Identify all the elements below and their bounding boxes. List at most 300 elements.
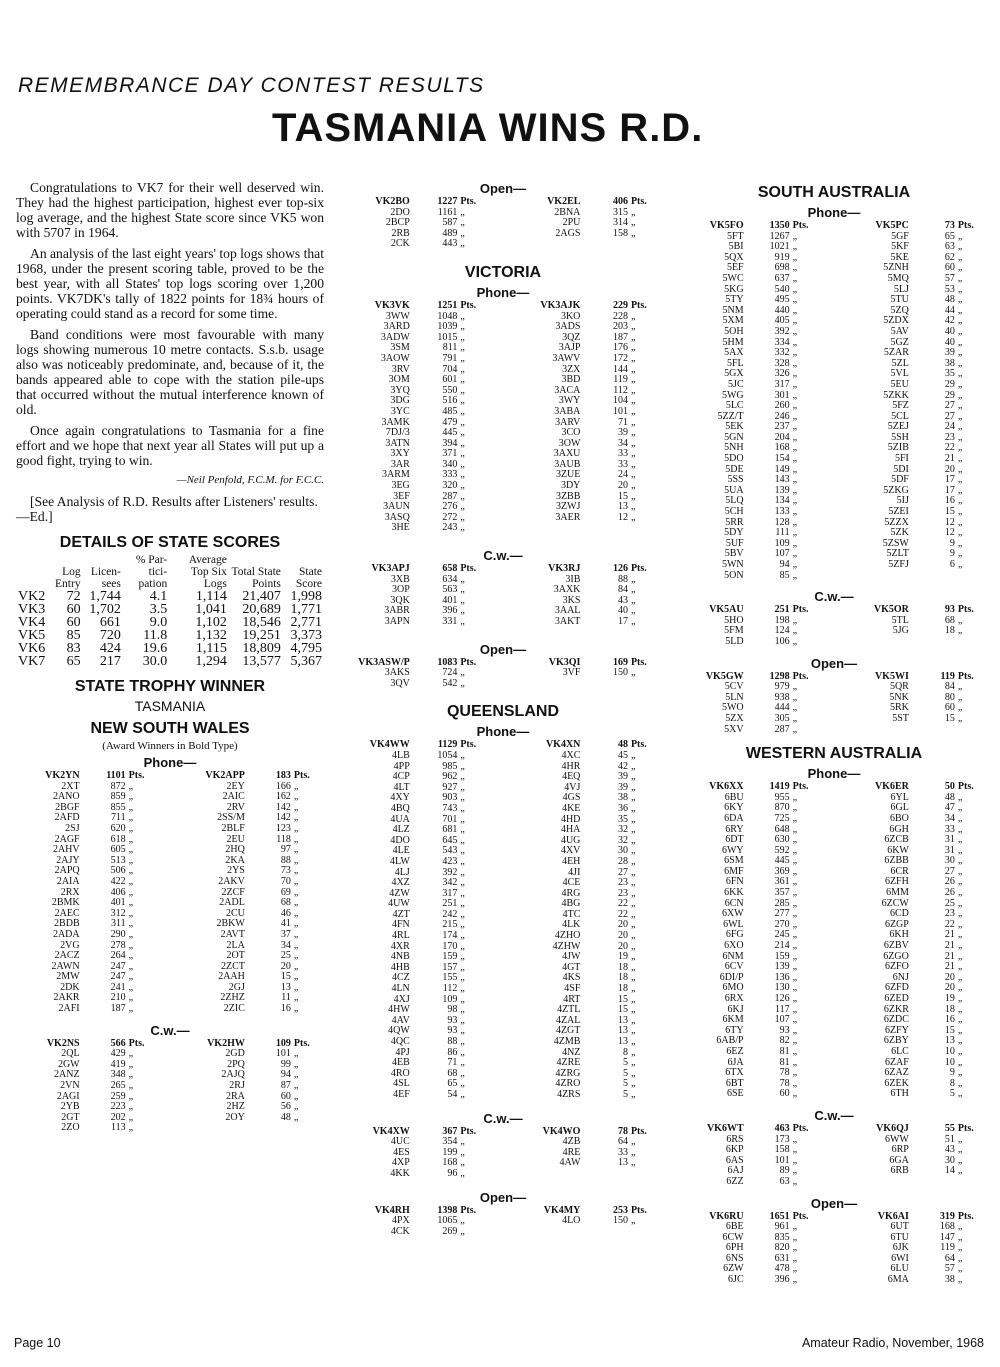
score: 43 bbox=[944, 1144, 955, 1156]
log-row bbox=[344, 815, 662, 826]
score: 139 bbox=[774, 484, 790, 496]
score: 112 bbox=[442, 983, 458, 995]
log-row bbox=[344, 617, 662, 628]
callsign: 3AJP bbox=[558, 342, 581, 354]
callsign: 6BU bbox=[724, 791, 744, 803]
unit: „ bbox=[792, 1024, 798, 1036]
unit: Pts. bbox=[957, 781, 974, 793]
unit: „ bbox=[630, 877, 636, 889]
score: 658 bbox=[442, 563, 458, 575]
scores-cell: 60 bbox=[66, 602, 81, 617]
callsign: VK2EL bbox=[547, 196, 581, 207]
score: 820 bbox=[774, 1242, 790, 1254]
unit: „ bbox=[957, 559, 963, 570]
callsign: 3BD bbox=[561, 374, 581, 386]
scores-cell: 1,115 bbox=[195, 641, 227, 656]
unit: „ bbox=[630, 1078, 636, 1090]
callsign: 2EY bbox=[226, 780, 245, 792]
log-row bbox=[680, 465, 988, 476]
callsign: 5ZK bbox=[890, 527, 909, 539]
callsign: 3ABR bbox=[384, 605, 410, 617]
scores-header: State Score bbox=[295, 566, 322, 590]
scores-cell: 1,102 bbox=[195, 615, 227, 630]
callsign: 3ADS bbox=[555, 321, 581, 333]
callsign: 5DI bbox=[893, 463, 909, 475]
callsign: 3ARM bbox=[382, 469, 410, 481]
unit: „ bbox=[630, 1136, 636, 1148]
unit: „ bbox=[630, 908, 636, 920]
unit: „ bbox=[293, 960, 299, 972]
score: 513 bbox=[110, 854, 126, 866]
unit: „ bbox=[460, 993, 465, 1005]
score: 159 bbox=[442, 951, 458, 963]
unit: „ bbox=[630, 1004, 636, 1016]
callsign: 6MM bbox=[886, 887, 909, 899]
log-row bbox=[344, 899, 662, 910]
callsign: 4KS bbox=[562, 972, 581, 984]
unit: „ bbox=[792, 635, 798, 647]
callsign: VK2HW bbox=[207, 1037, 245, 1049]
unit: „ bbox=[128, 1058, 134, 1070]
callsign: 2BKW bbox=[216, 918, 245, 930]
scores-cell: 1,294 bbox=[195, 654, 227, 669]
score: 48 bbox=[617, 739, 628, 751]
score: 20 bbox=[617, 480, 628, 492]
score: 506 bbox=[110, 865, 126, 877]
score: 5 bbox=[622, 1088, 628, 1100]
score: 955 bbox=[774, 791, 790, 803]
unit: „ bbox=[630, 1057, 636, 1069]
unit: „ bbox=[293, 907, 299, 919]
callsign: 4UW bbox=[388, 898, 410, 910]
log-row bbox=[680, 814, 988, 825]
callsign: 6ZCW bbox=[881, 897, 909, 909]
score: 26 bbox=[944, 876, 955, 888]
column-right bbox=[680, 178, 988, 1294]
score: 540 bbox=[774, 283, 790, 295]
callsign: 2RV bbox=[226, 801, 245, 813]
score: 25 bbox=[280, 950, 291, 962]
score bbox=[584, 679, 631, 690]
unit: „ bbox=[957, 1133, 963, 1145]
callsign: 3ZBB bbox=[555, 490, 581, 502]
callsign: 5ZZ/T bbox=[717, 410, 744, 422]
score: 119 bbox=[940, 670, 955, 682]
mode-heading: Phone— bbox=[476, 724, 530, 740]
unit: „ bbox=[957, 442, 963, 454]
score: 485 bbox=[442, 405, 458, 417]
unit: „ bbox=[792, 1077, 798, 1089]
score: 33 bbox=[944, 823, 955, 835]
unit: „ bbox=[630, 480, 636, 492]
callsign: 5CH bbox=[724, 506, 744, 518]
callsign: 6PH bbox=[725, 1242, 744, 1254]
scores-cell: 9.0 bbox=[149, 615, 168, 630]
callsign: 3QV bbox=[390, 677, 410, 689]
score: 13 bbox=[944, 1035, 955, 1047]
callsign: VK6WT bbox=[706, 1122, 744, 1134]
score: 55 bbox=[944, 1122, 955, 1134]
unit: „ bbox=[957, 357, 963, 369]
unit: „ bbox=[460, 898, 465, 910]
score: 1161 bbox=[437, 206, 458, 218]
callsign: 6YL bbox=[890, 791, 909, 803]
unit: „ bbox=[293, 812, 299, 824]
score: 311 bbox=[111, 918, 126, 930]
callsign bbox=[826, 571, 912, 582]
callsign: 2EU bbox=[226, 833, 245, 845]
score: 65 bbox=[447, 1078, 458, 1090]
unit: „ bbox=[792, 1221, 798, 1233]
callsign: 2AFD bbox=[54, 812, 80, 824]
log-row bbox=[680, 1264, 988, 1275]
unit: „ bbox=[792, 1175, 798, 1187]
callsign: 6LU bbox=[890, 1263, 909, 1275]
log-table-vic-open bbox=[344, 658, 662, 690]
unit: „ bbox=[957, 1144, 963, 1156]
score: 5 bbox=[622, 1057, 628, 1069]
unit: „ bbox=[630, 227, 636, 239]
scores-header: Log Entry bbox=[55, 566, 81, 590]
callsign: 3OM bbox=[388, 374, 410, 386]
score: 133 bbox=[774, 506, 790, 518]
mode-heading: C.w.— bbox=[483, 1110, 523, 1126]
unit: „ bbox=[957, 230, 963, 242]
callsign: 2AKR bbox=[53, 992, 80, 1004]
unit: Pts. bbox=[792, 1122, 809, 1134]
score: 123 bbox=[275, 822, 291, 834]
unit: „ bbox=[293, 950, 299, 962]
callsign: 6ZAZ bbox=[884, 1067, 909, 1079]
unit: „ bbox=[957, 400, 963, 412]
score: 332 bbox=[774, 347, 790, 359]
unit: Pts. bbox=[460, 563, 477, 575]
callsign: 4FN bbox=[392, 919, 410, 931]
score: 15 bbox=[617, 490, 628, 502]
log-row bbox=[680, 1177, 988, 1188]
score: 47 bbox=[944, 802, 955, 814]
log-row bbox=[344, 301, 662, 312]
unit: „ bbox=[792, 357, 798, 369]
score: 237 bbox=[774, 421, 790, 433]
score: 394 bbox=[442, 437, 458, 449]
score: 927 bbox=[442, 781, 458, 793]
unit: „ bbox=[957, 347, 963, 359]
unit: „ bbox=[957, 918, 963, 930]
callsign: 3OW bbox=[558, 437, 581, 449]
score: 392 bbox=[442, 866, 458, 878]
unit: „ bbox=[630, 395, 636, 407]
scores-cell: 18,546 bbox=[242, 615, 281, 630]
intro-paragraph: Congratulations to VK7 for their well deserved win. They had the highest participation, highest ever top-six log average, and the highest State score since VK5 won with 5707 in 1964. bbox=[16, 180, 324, 240]
score: 369 bbox=[774, 865, 790, 877]
unit: „ bbox=[630, 1215, 636, 1227]
unit: Pts. bbox=[128, 770, 145, 781]
callsign bbox=[162, 1123, 248, 1134]
callsign bbox=[495, 679, 584, 690]
score: 18 bbox=[617, 983, 628, 995]
scores-cell: 18,809 bbox=[242, 641, 281, 656]
callsign: 6JC bbox=[728, 1274, 744, 1286]
unit: „ bbox=[293, 844, 299, 856]
unit: „ bbox=[128, 854, 134, 866]
callsign: 2AJY bbox=[56, 854, 80, 866]
callsign: 5KG bbox=[724, 283, 744, 295]
callsign: 6CV bbox=[724, 961, 744, 973]
score: 1083 bbox=[437, 656, 458, 668]
callsign: 5TY bbox=[725, 294, 744, 306]
score: 1048 bbox=[437, 310, 458, 322]
unit: „ bbox=[460, 573, 465, 585]
unit: „ bbox=[630, 374, 636, 386]
unit: „ bbox=[792, 251, 798, 263]
callsign: 6RS bbox=[726, 1133, 744, 1145]
score: 42 bbox=[944, 315, 955, 327]
callsign: 6JA bbox=[727, 1056, 744, 1068]
callsign: 5WN bbox=[721, 559, 744, 570]
callsign: 2APQ bbox=[54, 865, 80, 877]
callsign: 5FT bbox=[726, 230, 744, 242]
callsign: 4VJ bbox=[564, 781, 581, 793]
callsign: 2RJ bbox=[229, 1080, 245, 1092]
callsign: 4CP bbox=[392, 771, 410, 783]
unit: „ bbox=[460, 594, 465, 606]
callsign: 6ZBV bbox=[883, 940, 909, 952]
score: 269 bbox=[442, 1225, 458, 1237]
unit: „ bbox=[460, 749, 465, 761]
score: 478 bbox=[774, 1263, 790, 1275]
unit: „ bbox=[792, 1242, 798, 1254]
unit: „ bbox=[293, 928, 299, 940]
callsign: 3YC bbox=[390, 405, 410, 417]
score: 48 bbox=[944, 294, 955, 306]
callsign: 6UT bbox=[890, 1221, 909, 1233]
unit: „ bbox=[293, 791, 299, 803]
score: 204 bbox=[774, 431, 790, 443]
score: 312 bbox=[110, 907, 126, 919]
callsign: 4GS bbox=[562, 792, 581, 804]
callsign: 5KE bbox=[890, 251, 909, 263]
callsign: 5NM bbox=[722, 304, 744, 316]
score: 961 bbox=[774, 1221, 790, 1233]
callsign: 5TL bbox=[891, 614, 909, 626]
score: 1350 bbox=[769, 220, 790, 231]
callsign: 4AV bbox=[391, 1014, 410, 1026]
score: 247 bbox=[110, 960, 126, 972]
score: 429 bbox=[110, 1048, 126, 1060]
callsign: 7DJ/3 bbox=[385, 427, 410, 439]
callsign: 4EH bbox=[562, 855, 581, 867]
score: 13 bbox=[280, 981, 291, 993]
score: 13 bbox=[617, 1014, 628, 1026]
unit: „ bbox=[630, 605, 636, 617]
log-row bbox=[680, 380, 988, 391]
unit: „ bbox=[460, 908, 465, 920]
callsign: 5DF bbox=[891, 474, 909, 486]
unit: „ bbox=[792, 1014, 798, 1026]
score: 495 bbox=[774, 294, 790, 306]
callsign: 3WW bbox=[385, 310, 410, 322]
score: 8 bbox=[622, 1046, 628, 1058]
score: 94 bbox=[280, 1069, 291, 1081]
callsign: 4RL bbox=[392, 930, 410, 942]
unit: „ bbox=[293, 981, 299, 993]
callsign: 4XP bbox=[392, 1157, 410, 1169]
score: 245 bbox=[774, 929, 790, 941]
callsign: 4KK bbox=[390, 1167, 410, 1179]
unit: „ bbox=[792, 378, 798, 390]
unit: „ bbox=[957, 1035, 963, 1047]
callsign: 6WY bbox=[721, 844, 744, 856]
score: 22 bbox=[617, 908, 628, 920]
score: 39 bbox=[617, 781, 628, 793]
score: 229 bbox=[612, 299, 628, 311]
unit: „ bbox=[957, 262, 963, 274]
unit: „ bbox=[293, 1080, 299, 1092]
log-row bbox=[344, 1169, 662, 1180]
score: 27 bbox=[617, 866, 628, 878]
unit: „ bbox=[792, 1274, 798, 1286]
unit: „ bbox=[630, 501, 636, 513]
callsign: 6ZFH bbox=[884, 876, 909, 888]
section-heading-sa: SOUTH AUSTRALIA bbox=[757, 184, 911, 201]
callsign: 4GT bbox=[562, 961, 581, 973]
unit: „ bbox=[792, 614, 798, 626]
callsign: 6RB bbox=[890, 1165, 909, 1177]
score: 1298 bbox=[769, 670, 790, 682]
log-table-nsw-phone bbox=[16, 771, 324, 1015]
unit: „ bbox=[792, 484, 798, 496]
callsign: 5ZL bbox=[891, 357, 909, 369]
score: 36 bbox=[617, 802, 628, 814]
score: 215 bbox=[442, 919, 458, 931]
unit: „ bbox=[957, 537, 963, 549]
callsign: 3AAL bbox=[554, 605, 581, 617]
score: 30 bbox=[944, 855, 955, 867]
score: 27 bbox=[944, 410, 955, 422]
unit: „ bbox=[128, 981, 134, 993]
score: 320 bbox=[442, 480, 458, 492]
section-heading-nsw: NEW SOUTH WALES bbox=[90, 720, 250, 737]
callsign: 2GJ bbox=[228, 981, 245, 993]
unit: „ bbox=[460, 834, 465, 846]
score: 566 bbox=[110, 1037, 126, 1049]
callsign: 2PQ bbox=[227, 1058, 245, 1070]
callsign: 6ZKR bbox=[883, 1003, 909, 1015]
score: 314 bbox=[612, 217, 628, 229]
callsign: 3DY bbox=[560, 480, 581, 492]
mode-heading: Open— bbox=[810, 1195, 858, 1211]
score: 23 bbox=[617, 877, 628, 889]
unit: „ bbox=[630, 919, 636, 931]
callsign: 6ZFY bbox=[884, 1024, 909, 1036]
unit: „ bbox=[128, 844, 134, 856]
score: 270 bbox=[774, 918, 790, 930]
score: 367 bbox=[442, 1125, 458, 1137]
score: 265 bbox=[110, 1080, 126, 1092]
score: 65 bbox=[944, 230, 955, 242]
unit: „ bbox=[957, 506, 963, 518]
score: 159 bbox=[774, 950, 790, 962]
log-table-qld-cw bbox=[344, 1127, 662, 1180]
unit: „ bbox=[792, 559, 798, 570]
callsign: 5WG bbox=[721, 389, 744, 401]
callsign: 5EF bbox=[726, 262, 744, 274]
callsign: 6ZW bbox=[723, 1263, 744, 1275]
score: 183 bbox=[275, 770, 291, 781]
callsign: 6WL bbox=[723, 918, 744, 930]
score: 60 bbox=[779, 1088, 790, 1100]
score: 134 bbox=[774, 495, 790, 507]
score: 21 bbox=[944, 453, 955, 465]
unit: „ bbox=[460, 845, 465, 857]
callsign: 4ZHW bbox=[552, 940, 581, 952]
score: 290 bbox=[110, 928, 126, 940]
callsign: 2HZ bbox=[226, 1101, 245, 1113]
callsign: VK6XX bbox=[709, 781, 744, 793]
score: 62 bbox=[944, 251, 955, 263]
score: 20 bbox=[617, 919, 628, 931]
score: 27 bbox=[944, 865, 955, 877]
score: 305 bbox=[774, 712, 790, 724]
callsign: VK2BO bbox=[375, 196, 410, 207]
unit: „ bbox=[460, 983, 465, 995]
scores-cell: 85 bbox=[66, 628, 81, 643]
score: 23 bbox=[944, 908, 955, 920]
score: 93 bbox=[944, 604, 955, 616]
unit: „ bbox=[630, 594, 636, 606]
callsign: 4DO bbox=[390, 834, 410, 846]
unit: „ bbox=[957, 625, 963, 637]
unit: „ bbox=[957, 812, 963, 824]
callsign: 6TH bbox=[890, 1088, 909, 1100]
log-table-sa-phone bbox=[680, 221, 988, 581]
score: 10 bbox=[944, 1056, 955, 1068]
log-row bbox=[680, 714, 988, 725]
section-heading-wa: WESTERN AUSTRALIA bbox=[745, 745, 923, 763]
callsign: 4LW bbox=[389, 855, 410, 867]
score: 637 bbox=[774, 272, 790, 284]
score: 128 bbox=[774, 516, 790, 528]
score: 31 bbox=[944, 844, 955, 856]
score: 46 bbox=[280, 907, 291, 919]
score: 57 bbox=[944, 1263, 955, 1275]
unit: „ bbox=[792, 812, 798, 824]
score: 20 bbox=[617, 930, 628, 942]
callsign: 6BO bbox=[889, 812, 909, 824]
unit: „ bbox=[460, 887, 465, 899]
callsign: 4ZRG bbox=[555, 1067, 581, 1079]
unit: „ bbox=[792, 918, 798, 930]
callsign: VK6ER bbox=[874, 781, 909, 793]
unit: „ bbox=[957, 929, 963, 941]
score: 21 bbox=[944, 940, 955, 952]
score: 43 bbox=[617, 594, 628, 606]
callsign: VK4XW bbox=[372, 1125, 410, 1137]
unit: „ bbox=[630, 940, 636, 952]
unit: „ bbox=[630, 845, 636, 857]
score: 68 bbox=[447, 1067, 458, 1079]
score: 13 bbox=[617, 1157, 628, 1169]
unit: „ bbox=[792, 993, 798, 1004]
log-row bbox=[344, 481, 662, 492]
scores-cell: 1,132 bbox=[195, 628, 227, 643]
log-row bbox=[344, 1090, 662, 1101]
mode-heading: Phone— bbox=[476, 284, 530, 300]
log-row bbox=[680, 994, 988, 1005]
score: 64 bbox=[944, 1252, 955, 1264]
score: 333 bbox=[442, 469, 458, 481]
